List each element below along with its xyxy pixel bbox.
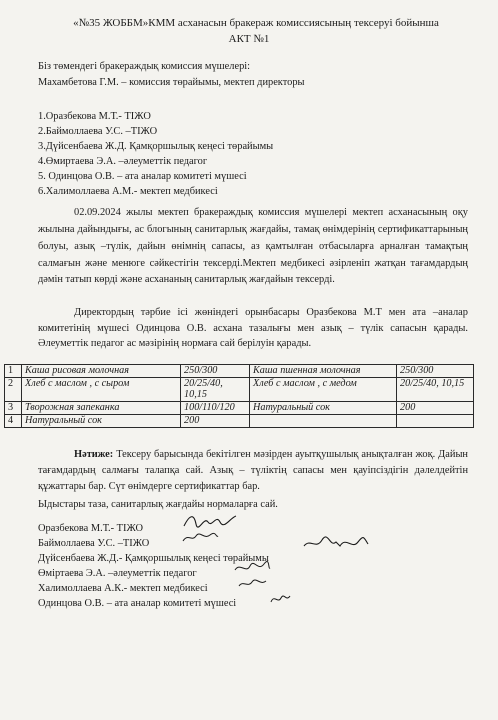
row-number: 4	[5, 414, 22, 427]
portion-2-cell: 250/300	[397, 365, 474, 378]
handwritten-signature-5	[236, 577, 270, 591]
member-5: 5. Одинцова О.В. – ата аналар комитеті мүшесі	[38, 171, 247, 182]
paragraph-inspection: 02.09.2024 жылы мектеп бракераждық комиссия мүшелері мектеп асханасының оқу жылына дайындығы, ас блогының санитарлық жағдайы, тамақ өнімдерінің сертификаттарының болуы, азық –түлік, дайын өнімнің сапасы, аз қамтылған отбасыларға арналған тамақтың салмағын және менюге сәйкестігін тексерді.Мектеп медбикесі әзірленіп жатқан тағамдардың дәмін татып көрді және асхананың санитарлық жағдайын тексерді.	[38, 207, 468, 286]
member-6: 6.Халимоллаева А.М.- мектеп медбикесі	[38, 186, 218, 197]
table-row	[5, 365, 474, 378]
handwritten-signature-2	[180, 530, 220, 546]
dish-name-cell: Хлеб с маслом , с сыром	[22, 377, 181, 401]
table-row	[5, 414, 474, 427]
intro-line: Біз төмендегі бракераждық комиссия мүшелері:	[38, 61, 251, 72]
signature-1: Оразбекова М.Т.- ТІЖО	[38, 523, 144, 534]
result-line2: Ыдыстары таза, санитарлық жағдайы нормаларға сай.	[38, 499, 278, 510]
member-1: 1.Оразбекова М.Т.- ТІЖО	[38, 111, 151, 122]
dish-name-cell: Творожная запеканка	[22, 402, 181, 415]
row-number: 3	[5, 402, 22, 415]
dish-name-cell: Натуральный сок	[22, 414, 181, 427]
member-4: 4.Өмиртаева Э.А. –әлеуметтік педагог	[38, 156, 208, 167]
handwritten-signature-6	[268, 592, 294, 608]
dish-name-2-cell	[250, 414, 397, 427]
handwritten-signature-3	[300, 532, 370, 554]
member-3: 3.Дүйсенбаева Ж.Д. Қамқоршылық кеңесі төрайымы	[38, 141, 274, 152]
table-row	[5, 402, 474, 415]
signature-5: Халимоллаева А.К.- мектеп медбикесі	[38, 583, 208, 594]
result-text: Тексеру барысында бекітілген мәзірден ауытқушылық анықталған жоқ. Дайын тағамдардың салмағы талапқа сай. Азық – түліктің сапасы мен қауіпсіздігін дәлелдейтін құжаттары бар. Сүт өнімдерге сертификаттар бар.	[38, 449, 468, 493]
act-number: АКТ №1	[228, 33, 270, 45]
result-paragraph	[38, 447, 468, 495]
portion-cell: 250/300	[181, 365, 250, 378]
portion-2-cell: 20/25/40, 10,15	[397, 377, 474, 401]
signature-4: Өміртаева Э.А. –әлеуметтік педагог	[38, 568, 197, 579]
portion-2-cell: 200	[397, 402, 474, 415]
document-title: «№35 ЖОББМ»КММ асханасын бракераж комиссиясының тексеруі бойынша	[73, 17, 439, 29]
paragraph-deputy: Директордың тәрбие ісі жөніндегі орынбасары Оразбекова М.Т мен ата –аналар комитетінің мүшесі Одинцова О.В. асхана тазалығы мен азық – түлік сапасын қарады. Әлеуметтік педагог ас мәзірінің нормаға сай берілуін қарады.	[38, 307, 468, 350]
chair-line: Махамбетова Г.М. – комиссия төрайымы, мектеп директоры	[38, 77, 305, 88]
portion-cell: 100/110/120	[181, 402, 250, 415]
signature-2: Баймоллаева У.С. –ТІЖО	[38, 538, 150, 549]
dish-name-cell: Каша рисовая молочная	[22, 365, 181, 378]
table-row	[5, 377, 474, 401]
signature-6: Одинцова О.В. – ата аналар комитеті мүшесі	[38, 598, 237, 609]
result-label: Нәтиже:	[74, 449, 114, 460]
row-number: 2	[5, 377, 22, 401]
portion-cell: 20/25/40, 10,15	[181, 377, 250, 401]
dish-name-2-cell: Хлеб с маслом , с медом	[250, 377, 397, 401]
row-number: 1	[5, 365, 22, 378]
member-2: 2.Баймоллаева У.С. –ТІЖО	[38, 126, 158, 137]
portion-2-cell	[397, 414, 474, 427]
menu-table	[4, 364, 474, 428]
handwritten-signature-4	[232, 560, 272, 576]
dish-name-2-cell: Каша пшенная молочная	[250, 365, 397, 378]
signature-3: Дүйсенбаева Ж.Д.- Қамқоршылық кеңесі төрайымы	[38, 553, 269, 564]
handwritten-signature-1	[180, 510, 240, 532]
portion-cell: 200	[181, 414, 250, 427]
dish-name-2-cell: Натуральный сок	[250, 402, 397, 415]
